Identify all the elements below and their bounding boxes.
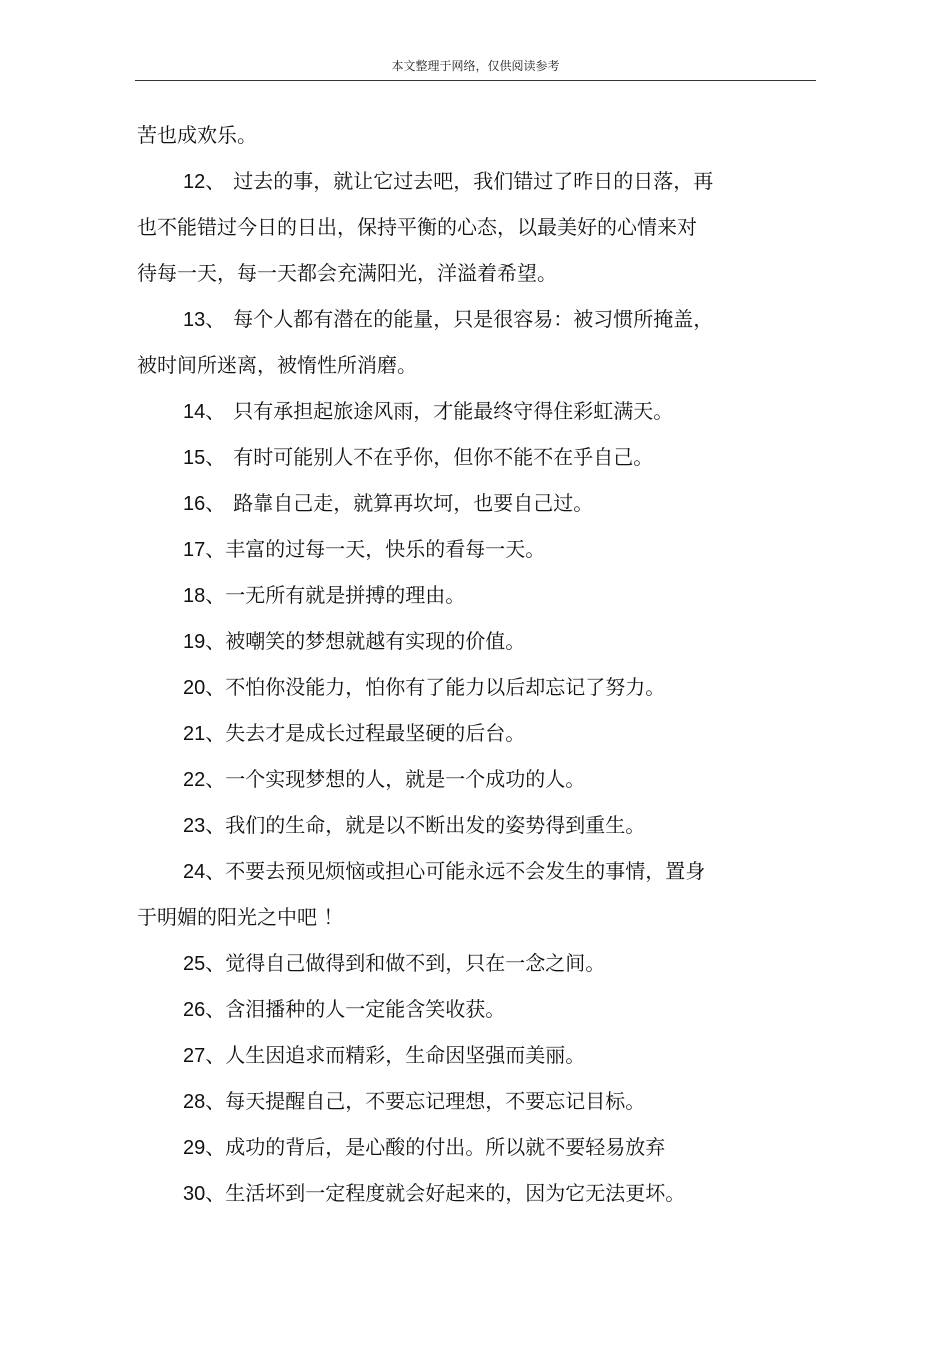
quote-text: 不要去预见烦恼或担心可能永远不会发生的事情，置身 xyxy=(225,859,706,883)
quote-text: 生活坏到一定程度就会好起来的，因为它无法更坏。 xyxy=(225,1181,686,1205)
quote-number: 30、 xyxy=(183,1183,226,1205)
quote-text: 人生因追求而精彩，生命因坚强而美丽。 xyxy=(225,1043,586,1067)
quote-item xyxy=(137,848,777,894)
quote-number: 25、 xyxy=(183,953,226,975)
quote-item xyxy=(137,1078,777,1124)
quote-text: 过去的事，就让它过去吧，我们错过了昨日的日落，再 xyxy=(233,169,714,193)
quote-number: 12、 xyxy=(183,171,226,193)
quote-number: 17、 xyxy=(183,539,226,561)
quote-item xyxy=(137,664,777,710)
quote-text: 有时可能别人不在乎你，但你不能不在乎自己。 xyxy=(233,445,654,469)
quote-item xyxy=(137,296,777,342)
quote-text: 觉得自己做得到和做不到，只在一念之间。 xyxy=(225,951,606,975)
quote-item xyxy=(137,802,777,848)
header-divider xyxy=(135,80,816,81)
quote-text: 不怕你没能力，怕你有了能力以后却忘记了努力。 xyxy=(225,675,666,699)
quote-text: 含泪播种的人一定能含笑收获。 xyxy=(225,997,506,1021)
quote-number: 22、 xyxy=(183,769,226,791)
quote-continuation xyxy=(137,204,777,250)
quote-item xyxy=(137,710,777,756)
quote-item xyxy=(137,158,777,204)
quote-text: 失去才是成长过程最坚硬的后台。 xyxy=(225,721,526,745)
quote-text: 每个人都有潜在的能量，只是很容易：被习惯所掩盖， xyxy=(233,307,714,331)
quote-number: 14、 xyxy=(183,401,226,423)
quote-text: 丰富的过每一天，快乐的看每一天。 xyxy=(225,537,546,561)
quote-item xyxy=(137,756,777,802)
quote-continuation xyxy=(137,250,777,296)
quote-number: 27、 xyxy=(183,1045,226,1067)
quote-text: 一个实现梦想的人，就是一个成功的人。 xyxy=(225,767,586,791)
quote-number: 13、 xyxy=(183,309,226,331)
quote-list xyxy=(137,112,777,1216)
quote-number: 23、 xyxy=(183,815,226,837)
quote-item xyxy=(137,618,777,664)
quote-text: 被时间所迷离，被惰性所消磨。 xyxy=(137,353,417,377)
quote-continuation xyxy=(137,112,777,158)
quote-item xyxy=(137,526,777,572)
quote-text: 成功的背后，是心酸的付出。所以就不要轻易放弃 xyxy=(225,1135,666,1159)
page-header: 本文整理于网络，仅供阅读参考 xyxy=(391,59,560,73)
quote-text: 于明媚的阳光之中吧 ！ xyxy=(137,905,344,929)
quote-number: 24、 xyxy=(183,861,226,883)
quote-text: 被嘲笑的梦想就越有实现的价值。 xyxy=(225,629,526,653)
quote-number: 16、 xyxy=(183,493,226,515)
quote-item xyxy=(137,986,777,1032)
quote-text: 路靠自己走，就算再坎坷，也要自己过。 xyxy=(233,491,594,515)
quote-item xyxy=(137,480,777,526)
quote-item xyxy=(137,940,777,986)
quote-text: 只有承担起旅途风雨，才能最终守得住彩虹满天。 xyxy=(233,399,674,423)
quote-text: 待每一天，每一天都会充满阳光，洋溢着希望。 xyxy=(137,261,557,285)
quote-number: 21、 xyxy=(183,723,226,745)
quote-item xyxy=(137,572,777,618)
quote-item xyxy=(137,1032,777,1078)
quote-text: 一无所有就是拼搏的理由。 xyxy=(225,583,466,607)
quote-text: 也不能错过今日的日出，保持平衡的心态，以最美好的心情来对 xyxy=(137,215,697,239)
quote-item xyxy=(137,434,777,480)
quote-number: 29、 xyxy=(183,1137,226,1159)
quote-number: 28、 xyxy=(183,1091,226,1113)
quote-number: 19、 xyxy=(183,631,226,653)
quote-number: 18、 xyxy=(183,585,226,607)
quote-number: 15、 xyxy=(183,447,226,469)
quote-text: 苦也成欢乐。 xyxy=(137,123,257,147)
quote-item xyxy=(137,1170,777,1216)
quote-continuation xyxy=(137,894,777,940)
quote-item xyxy=(137,1124,777,1170)
quote-number: 20、 xyxy=(183,677,226,699)
quote-text: 我们的生命，就是以不断出发的姿势得到重生。 xyxy=(225,813,646,837)
quote-item xyxy=(137,388,777,434)
quote-number: 26、 xyxy=(183,999,226,1021)
quote-continuation xyxy=(137,342,777,388)
quote-text: 每天提醒自己，不要忘记理想，不要忘记目标。 xyxy=(225,1089,646,1113)
